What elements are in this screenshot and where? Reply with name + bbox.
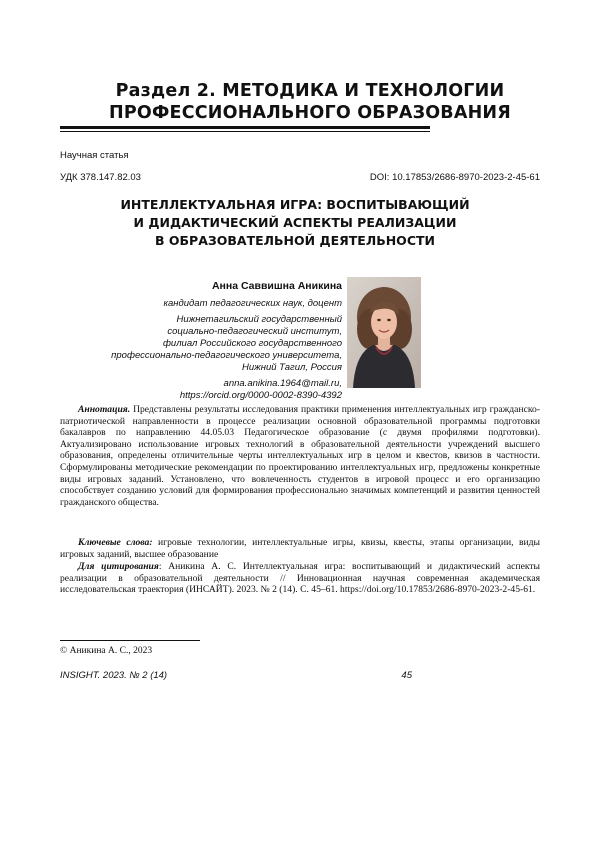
keywords — [60, 537, 540, 560]
article-title — [60, 196, 530, 250]
article-title-line2: И ДИДАКТИЧЕСКИЙ АСПЕКТЫ РЕАЛИЗАЦИИ — [133, 215, 457, 230]
section-heading — [40, 80, 580, 124]
citation-label: Для цитирования — [78, 561, 159, 572]
author-degree: кандидат педагогических наук, доцент — [163, 298, 342, 309]
copyright: © Аникина А. С., 2023 — [60, 646, 153, 656]
author-affiliation — [111, 314, 342, 374]
article-title-line1: ИНТЕЛЛЕКТУАЛЬНАЯ ИГРА: ВОСПИТЫВАЮЩИЙ — [120, 197, 470, 212]
affiliation-line: профессионально-педагогического университета, — [111, 350, 342, 361]
author-photo — [347, 277, 421, 388]
keywords-label: Ключевые слова: — [78, 537, 153, 548]
keywords-text: игровые технологии, интеллектуальные игры, квизы, квесты, этапы организации, виды игровых заданий, высшее образование — [60, 537, 540, 560]
section-rule-thick — [60, 126, 430, 129]
citation-text: : Аникина А. С. Интеллектуальная игра: воспитывающий и дидактический аспекты реализации в образовательной деятельности // Инновационная научная современная академическая исследовательская траектория (ИНСАЙТ). 2023. № 2 (14). С. 45–61. https://doi.org/10.17853/2686-8970-2023-2-45-61. — [60, 561, 540, 596]
abstract-label: Аннотация. — [78, 404, 131, 415]
abstract — [60, 404, 540, 508]
author-contacts — [180, 378, 342, 402]
abstract-text: Представлены результаты исследования практики применения интеллектуальных игр гражданско-патриотической направленности в процессе реализации основной образовательной программы подготовки бакалавров по направлению 44.05.03 Педагогическое образование (с двумя профилями подготовки). Актуализировано использование игровых технологий в образовательной деятельности учреждений высшего образования, определены отличительные черты интеллектуальных игр в целом и квестов, квизов в частности. Сформулированы методические рекомендации по проектированию интеллектуальных игр, предложены конкретные виды игровых заданий. Установлено, что вовлеченность студентов в игровой процесс и его организацию способствует созданию условий для формирования профессионально значимых компетенций и развития ценностей гражданского общества. — [60, 404, 540, 508]
section-rule-thin — [60, 131, 430, 132]
affiliation-line: Нижний Тагил, Россия — [242, 362, 342, 373]
udk-code: УДК 378.147.82.03 — [60, 172, 141, 183]
affiliation-line: филиал Российского государственного — [162, 338, 342, 349]
affiliation-line: Нижнетагильский государственный — [176, 314, 342, 325]
footnote-rule — [60, 640, 200, 641]
citation — [60, 561, 540, 596]
page-number: 45 — [401, 670, 412, 681]
section-heading-line2: ПРОФЕССИОНАЛЬНОГО ОБРАЗОВАНИЯ — [109, 103, 511, 123]
section-heading-line1: Раздел 2. МЕТОДИКА И ТЕХНОЛОГИИ — [115, 81, 505, 101]
author-orcid[interactable]: https://orcid.org/0000-0002-8390-4392 — [179, 390, 342, 401]
affiliation-line: социально-педагогический институт, — [167, 326, 342, 337]
doi: DOI: 10.17853/2686-8970-2023-2-45-61 — [369, 172, 540, 183]
article-title-line3: В ОБРАЗОВАТЕЛЬНОЙ ДЕЯТЕЛЬНОСТИ — [155, 233, 435, 248]
author-name: Анна Саввишна Аникина — [211, 280, 342, 292]
author-email[interactable]: anna.anikina.1964@mail.ru, — [223, 378, 342, 389]
article-type: Научная статья — [60, 150, 129, 161]
footer-journal: INSIGHT. 2023. № 2 (14) — [60, 670, 168, 681]
